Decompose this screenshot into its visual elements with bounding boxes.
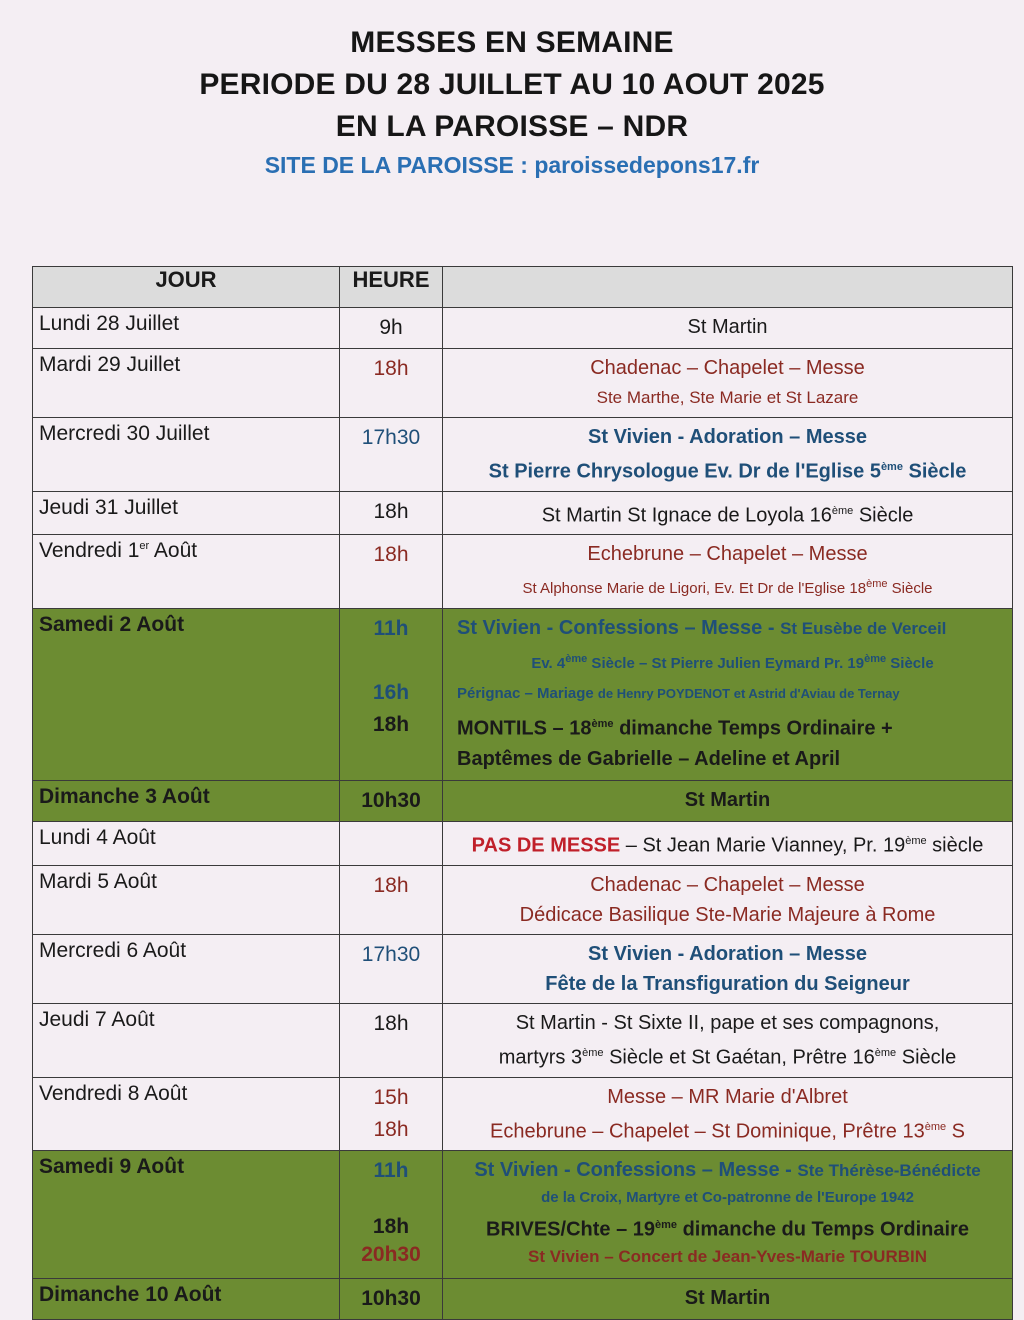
title-line-3: EN LA PAROISSE – NDR xyxy=(335,110,689,143)
desc-line: Dédicace Basilique Ste-Marie Majeure à Rome xyxy=(519,903,936,926)
text-part: Vendredi 1 xyxy=(39,539,140,563)
superscript: ème xyxy=(924,1120,947,1133)
hour-value: 11h xyxy=(373,617,409,641)
table-row xyxy=(33,491,1013,535)
table-row xyxy=(33,1279,1013,1320)
table-header-row xyxy=(33,267,1013,308)
table-row xyxy=(33,418,1013,492)
desc-line: St Martin - St Sixte II, pape et ses compagnons, xyxy=(515,1011,940,1034)
col-header-desc xyxy=(443,267,1013,308)
superscript: ème xyxy=(880,461,903,473)
desc-line: Fête de la Transfiguration du Seigneur xyxy=(545,972,910,995)
text-part: Ste Thérèse-Bénédicte xyxy=(797,1161,981,1181)
desc-line: St Vivien - Adoration – Messe xyxy=(588,426,867,448)
superscript: ème xyxy=(831,504,854,517)
text-part: St Pierre Chrysologue Ev. Dr de l'Eglise 5 xyxy=(488,460,881,483)
table-row xyxy=(33,822,1013,866)
row-hour: 18h xyxy=(340,349,443,418)
text-part: Siècle et St Gaétan, Prêtre 16 xyxy=(603,1046,875,1069)
table-row xyxy=(33,349,1013,418)
row-day: Dimanche 10 Août xyxy=(33,1279,340,1320)
row-day: Lundi 4 Août xyxy=(33,822,340,866)
row-desc xyxy=(443,1003,1013,1077)
desc-line xyxy=(457,644,1008,679)
text-part: de Henry POYDENOT et Astrid d'Aviau de Ternay xyxy=(597,686,900,702)
table-row xyxy=(33,1151,1013,1279)
row-hour: 18h xyxy=(340,535,443,609)
hour-value: 16h xyxy=(372,681,410,705)
table-row xyxy=(33,865,1013,934)
row-hour xyxy=(340,1077,443,1151)
parish-site-link[interactable]: SITE DE LA PAROISSE : paroissedepons17.fr xyxy=(264,152,760,178)
row-day: Jeudi 31 Juillet xyxy=(33,491,340,535)
text-part: S xyxy=(946,1120,966,1143)
row-day: Mercredi 6 Août xyxy=(33,934,340,1003)
text-part: Pérignac xyxy=(457,685,521,703)
row-hour: 9h xyxy=(340,308,443,349)
table-row xyxy=(33,1077,1013,1151)
desc-line xyxy=(447,1038,1008,1073)
text-part: MONTILS – 18 xyxy=(457,717,592,740)
row-desc xyxy=(443,491,1013,535)
row-hour: 18h xyxy=(340,865,443,934)
hour-value: 18h xyxy=(372,1215,410,1239)
hour-value: 11h xyxy=(373,1159,409,1183)
desc-line xyxy=(457,709,1008,744)
desc-line xyxy=(457,613,1008,644)
hour-spacer xyxy=(342,645,440,677)
row-day: Mercredi 30 Juillet xyxy=(33,418,340,492)
text-part: – St Jean Marie Vianney, Pr. 19 xyxy=(620,834,906,857)
text-part: St Martin St Ignace de Loyola 16 xyxy=(541,504,832,527)
row-hour: 17h30 xyxy=(340,934,443,1003)
row-hour: 17h30 xyxy=(340,418,443,492)
superscript: ème xyxy=(565,653,588,666)
row-desc xyxy=(443,535,1013,609)
text-part: Août xyxy=(149,539,198,563)
superscript: ème xyxy=(582,1046,604,1059)
row-hour: 18h xyxy=(340,491,443,535)
text-part: Ev. 4 xyxy=(531,655,566,673)
row-desc xyxy=(443,609,1013,781)
text-part: Siècle – St Pierre Julien Eymard Pr. 19 xyxy=(587,655,865,673)
text-part: – Mariage xyxy=(520,685,598,703)
row-desc: St Martin xyxy=(443,1279,1013,1320)
row-desc xyxy=(443,1077,1013,1151)
superscript: er xyxy=(139,540,150,553)
row-day: Dimanche 3 Août xyxy=(33,781,340,822)
hour-spacer xyxy=(342,1187,440,1211)
text-part: Siècle xyxy=(887,580,933,598)
text-part: dimanche Temps Ordinaire + xyxy=(613,717,893,740)
text-part: St Alphonse Marie de Ligori, Ev. Et Dr de l'Eglise 18 xyxy=(522,580,867,598)
row-desc xyxy=(443,865,1013,934)
desc-line xyxy=(447,452,1008,487)
row-day: Jeudi 7 Août xyxy=(33,1003,340,1077)
desc-line: de la Croix, Martyre et Co-patronne de l'Europe 1942 xyxy=(541,1189,914,1207)
row-day xyxy=(33,535,340,609)
text-part: PAS DE MESSE xyxy=(471,834,621,857)
row-hour xyxy=(340,822,443,866)
row-hour: 18h xyxy=(340,1003,443,1077)
table-row xyxy=(33,1003,1013,1077)
row-day: Samedi 2 Août xyxy=(33,609,340,781)
desc-line: Chadenac – Chapelet – Messe xyxy=(590,357,865,379)
row-desc xyxy=(443,418,1013,492)
desc-line: Messe – MR Marie d'Albret xyxy=(607,1085,848,1108)
hour-value: 15h xyxy=(373,1085,409,1109)
row-desc: St Martin xyxy=(443,781,1013,822)
text-part: Siècle xyxy=(853,504,914,527)
row-desc xyxy=(443,934,1013,1003)
table-row xyxy=(33,308,1013,349)
desc-line: Ste Marthe, Ste Marie et St Lazare xyxy=(596,388,859,407)
desc-line xyxy=(447,1112,1008,1147)
col-header-hour: HEURE xyxy=(340,267,443,308)
text-part: St Vivien - Confessions – Messe - xyxy=(457,617,781,640)
desc-line: St Vivien – Concert de Jean-Yves-Marie TOURBIN xyxy=(527,1246,927,1266)
row-hour: 10h30 xyxy=(340,781,443,822)
mass-schedule-table xyxy=(32,266,1013,1320)
text-part: dimanche du Temps Ordinaire xyxy=(677,1218,969,1241)
row-day: Samedi 9 Août xyxy=(33,1151,340,1279)
text-part: Siècle xyxy=(886,655,934,673)
text-part: St Eusèbe de Verceil xyxy=(780,619,947,639)
hour-value: 20h30 xyxy=(361,1243,421,1267)
row-desc xyxy=(443,822,1013,866)
row-day: Lundi 28 Juillet xyxy=(33,308,340,349)
desc-line xyxy=(447,1155,1008,1186)
text-part: martyrs 3 xyxy=(498,1046,583,1069)
desc-line xyxy=(447,569,1008,604)
table-row xyxy=(33,781,1013,822)
desc-line xyxy=(457,679,1008,709)
desc-line: Baptêmes de Gabrielle – Adeline et April xyxy=(457,747,841,770)
row-day: Mardi 29 Juillet xyxy=(33,349,340,418)
text-part: Echebrune – Chapelet – St Dominique, Prêtre 13 xyxy=(489,1120,925,1143)
table-row xyxy=(33,609,1013,781)
desc-line: St Vivien - Adoration – Messe xyxy=(588,942,867,965)
row-hour xyxy=(340,609,443,781)
row-desc xyxy=(443,349,1013,418)
hour-value: 18h xyxy=(373,1117,409,1141)
title-line-1: MESSES EN SEMAINE xyxy=(350,26,674,59)
row-hour: 10h30 xyxy=(340,1279,443,1320)
row-day: Mardi 5 Août xyxy=(33,865,340,934)
text-part: Siècle xyxy=(896,1046,957,1069)
superscript: ème xyxy=(591,718,614,731)
heading xyxy=(0,0,1024,179)
table-row xyxy=(33,535,1013,609)
desc-line: Chadenac – Chapelet – Messe xyxy=(590,873,865,896)
hour-value: 18h xyxy=(372,713,410,737)
superscript: ème xyxy=(655,1219,678,1232)
text-part: Siècle xyxy=(902,460,967,483)
text-part: BRIVES/Chte – 19 xyxy=(486,1218,655,1241)
desc-line: Echebrune – Chapelet – Messe xyxy=(587,543,868,566)
table-row xyxy=(33,934,1013,1003)
title-line-2: PERIODE DU 28 JUILLET AU 10 AOUT 2025 xyxy=(199,68,825,101)
superscript: ème xyxy=(905,835,927,848)
row-day: Vendredi 8 Août xyxy=(33,1077,340,1151)
row-desc xyxy=(443,1151,1013,1279)
row-hour xyxy=(340,1151,443,1279)
desc-line xyxy=(447,1210,1008,1245)
col-header-day: JOUR xyxy=(33,267,340,308)
text-part: siècle xyxy=(926,834,984,857)
superscript: ème xyxy=(864,653,887,666)
superscript: ème xyxy=(866,578,888,591)
row-desc: St Martin xyxy=(443,308,1013,349)
superscript: ème xyxy=(874,1046,897,1059)
text-part: St Vivien - Confessions – Messe - xyxy=(474,1159,798,1182)
